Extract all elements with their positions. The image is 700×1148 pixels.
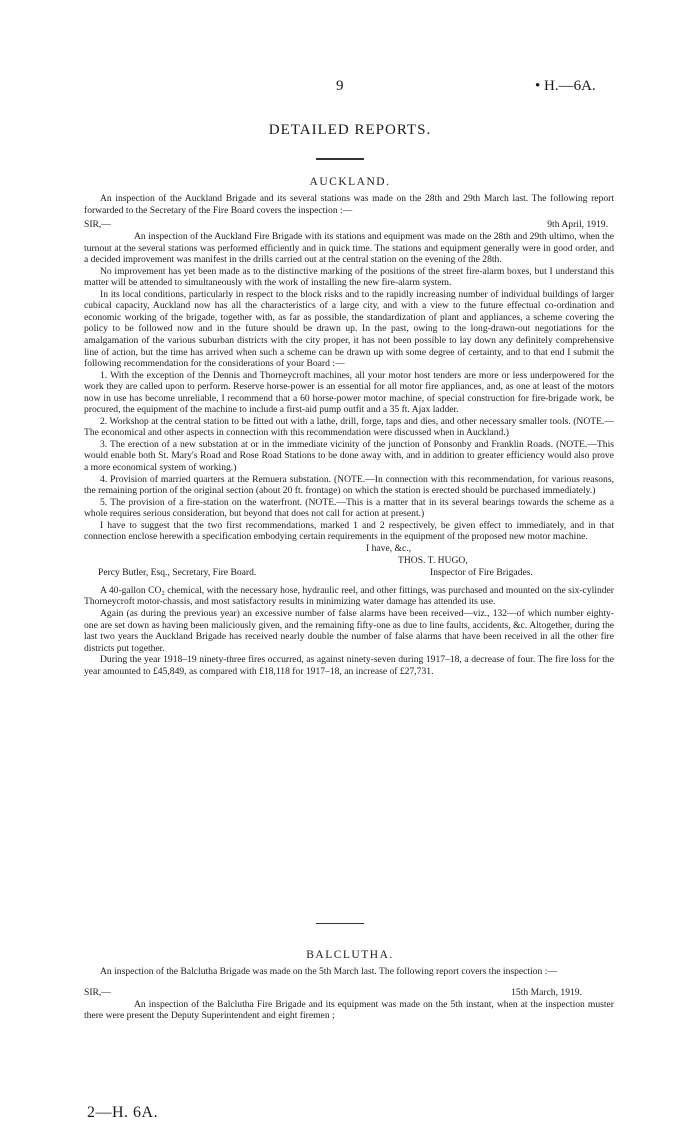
salutation: SIR,— bbox=[84, 219, 111, 231]
paragraph: No improvement has yet been made as to the distinctive marking of the positions of the street fire-alarm boxes, but I understand this matter will be attended to simultaneously with the work of installing the new fire-alarm system. bbox=[84, 265, 614, 289]
signer-title: Inspector of Fire Brigades. bbox=[430, 566, 533, 578]
signer-name: THOS. T. HUGO, bbox=[398, 554, 468, 566]
letter-closing: I have, &c., bbox=[366, 542, 412, 554]
page-title: DETAILED REPORTS. bbox=[268, 122, 432, 138]
recommendation-item: 2. Workshop at the central station to be fitted out with a lathe, drill, forge, taps and dies, and other necessary smaller tools. (NOTE.—The economical and other aspects in connection with this recommendation were discussed when in Auckland.) bbox=[84, 415, 614, 439]
paragraph: Again (as during the previous year) an excessive number of false alarms have been received—viz., 132—of which number eighty-one are set down as having been maliciously given, and the remaining fifty-one as due to line faults, accidents, &c. Altogether, during the last two years the Auckland Brigade has received nearly double the number of false alarms that have been received in all the other fire districts put together. bbox=[84, 607, 614, 654]
closing-row bbox=[84, 543, 614, 555]
recommendation-item: 3. The erection of a new substation at or in the immediate vicinity of the junction of Ponsonby and Franklin Roads. (NOTE.—This would enable both St. Mary's Road and Rose Road Stations to be done away with, and in addition to greater efficiency would also prove a more economical system of working.) bbox=[84, 438, 614, 474]
document-reference: • H.—6A. bbox=[535, 78, 596, 94]
recommendation-item: 4. Provision of married quarters at the Remuera substation. (NOTE.—In connection with this recommendation, for various reasons, the remaining portion of the original section (about 20 ft. frontage) on which the station is erected should be purchased immediately.) bbox=[84, 473, 614, 497]
section-auckland bbox=[84, 193, 614, 677]
paragraph: An inspection of the Auckland Fire Brigade with its stations and equipment was made on the 28th and 29th ultimo, when the turnout at the several stations was performed efficiently and in quick time. The stations and equipment generally were in good order, and a decided improvement was manifest in the drills carried out at the central station on the evening of the 28th. bbox=[84, 231, 614, 266]
letter-heading-row bbox=[84, 987, 614, 999]
recommendation-item: 1. With the exception of the Dennis and Thorneycroft machines, all your motor host tenders are more or less underpowered for the work they are called upon to perform. Reserve horse-power is an essential for all motor fire appliances, and, as one at least of the motors now in use has become unreliable, I recommend that a 60 horse-power motor machine, of special construction for fire-brigade work, be procured, the equipment of the machine to include a first-aid pump outfit and a 35 ft. Ajax ladder. bbox=[84, 369, 614, 416]
paragraph: I have to suggest that the two first recommendations, marked 1 and 2 respectively, be given effect to immediately, and in that connection enclose herewith a specification embodying certain requirements in the equipment of the proposed new motor machine. bbox=[84, 519, 614, 543]
section-heading-auckland: AUCKLAND. bbox=[309, 176, 391, 188]
paragraph: An inspection of the Auckland Brigade and its several stations was made on the 28th and 29th March last. The following report forwarded to the Secretary of the Fire Board covers the inspection :— bbox=[84, 193, 614, 216]
paragraph: In its local conditions, particularly in respect to the block risks and to the rapidly increasing number of individual buildings of larger cubical capacity, Auckland now has all the characteristics of a large city, and with a view to the future effectual co-ordination and economic working of the brigade, together with, as far as possible, the standardization of plant and appliances, a scheme covering the policy to be followed now and in the future should be drawn up. In the past, owing to the long-drawn-out negotiations for the amalgamation of the various suburban districts with the city proper, it has not been possible to lay down any definitely comprehensive line of action, but the time has arrived when such a scheme can be drawn up with some degree of certainty, and to that end I submit the following recommendation for the considerations of your Board :— bbox=[84, 288, 614, 370]
addressee: Percy Butler, Esq., Secretary, Fire Board. bbox=[98, 566, 257, 578]
paragraph: An inspection of the Balclutha Fire Brigade and its equipment was made on the 5th instant, when at the inspection muster there were present the Deputy Superintendent and eight firemen ; bbox=[84, 998, 614, 1022]
paragraph: An inspection of the Balclutha Brigade was made on the 5th March last. The following report covers the inspection :— bbox=[100, 966, 558, 977]
page-number: 9 bbox=[336, 78, 344, 94]
section-divider bbox=[316, 923, 364, 924]
addressee-row bbox=[84, 567, 614, 579]
paragraph: A 40-gallon CO₂ chemical, with the necessary hose, hydraulic reel, and other fittings, was purchased and mounted on the six-cylinder Thorneycroft motor-chassis, and most satisfactory results in minimizing water damage has attended its use. bbox=[84, 584, 614, 608]
letter-date: 15th March, 1919. bbox=[511, 986, 582, 998]
section-balclutha bbox=[84, 966, 614, 1022]
signature-mark: 2—H. 6A. bbox=[87, 1104, 159, 1121]
recommendation-item: 5. The provision of a fire-station on the waterfront. (NOTE.—This is a matter that in its several bearings towards the scheme as a whole requires serious consideration, but beyond that does not call for action at present.) bbox=[84, 496, 614, 520]
section-heading-balclutha: BALCLUTHA. bbox=[306, 949, 394, 961]
letter-date: 9th April, 1919. bbox=[547, 219, 608, 231]
paragraph: During the year 1918–19 ninety-three fires occurred, as against ninety-seven during 1917–18, a decrease of four. The fire loss for the year amounted to £45,849, as compared with £18,118 for 1917–18, an increase of £27,731. bbox=[84, 654, 614, 677]
signer-row bbox=[84, 555, 614, 567]
salutation: SIR,— bbox=[84, 986, 111, 998]
running-header bbox=[0, 78, 700, 98]
title-rule bbox=[316, 158, 364, 160]
letter-heading-row bbox=[84, 219, 614, 231]
